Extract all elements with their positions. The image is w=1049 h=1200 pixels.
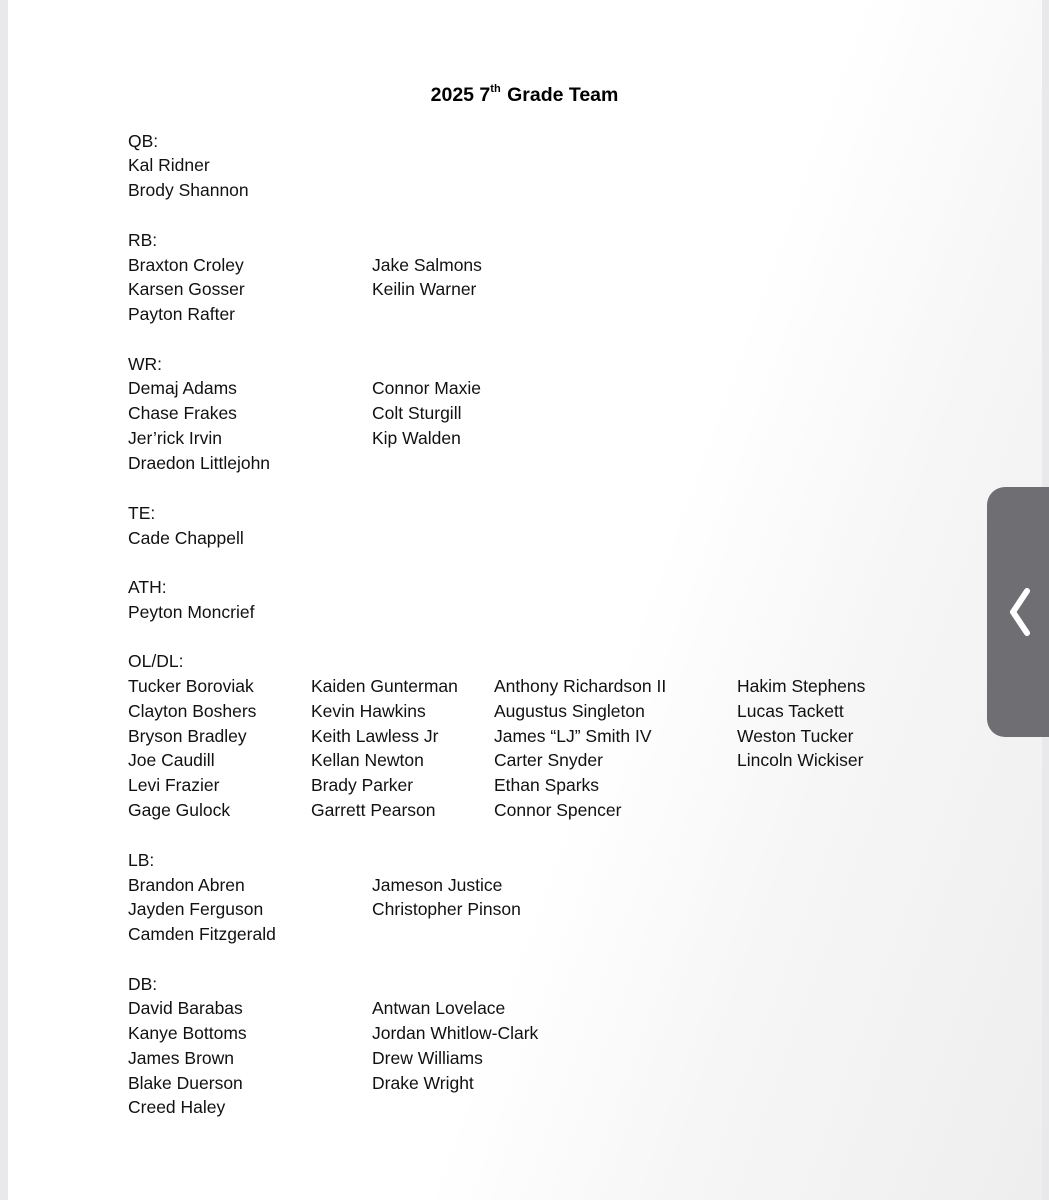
player-name: Hakim Stephens bbox=[737, 676, 866, 696]
player-name: Kip Walden bbox=[372, 428, 461, 448]
section-label-te: TE: bbox=[128, 503, 156, 523]
section-label-db: DB: bbox=[128, 974, 158, 994]
player-name: Camden Fitzgerald bbox=[128, 924, 276, 944]
player-name: Lincoln Wickiser bbox=[737, 750, 864, 770]
player-name: Jordan Whitlow-Clark bbox=[372, 1023, 539, 1043]
player-name: Kal Ridner bbox=[128, 155, 210, 175]
player-name: Jayden Ferguson bbox=[128, 899, 264, 919]
player-name: Kellan Newton bbox=[311, 750, 424, 770]
player-name: Connor Maxie bbox=[372, 378, 481, 398]
player-name: Keith Lawless Jr bbox=[311, 726, 439, 746]
player-name: Ethan Sparks bbox=[494, 775, 600, 795]
player-name: Christopher Pinson bbox=[372, 899, 521, 919]
player-name: Levi Frazier bbox=[128, 775, 220, 795]
player-name: James Brown bbox=[128, 1048, 235, 1068]
player-name: David Barabas bbox=[128, 998, 243, 1018]
player-name: Lucas Tackett bbox=[737, 701, 844, 721]
chevron-left-icon bbox=[1005, 587, 1035, 637]
player-name: Cade Chappell bbox=[128, 528, 244, 548]
player-name: Brody Shannon bbox=[128, 180, 249, 200]
section-label-wr: WR: bbox=[128, 354, 163, 374]
player-name: Colt Sturgill bbox=[372, 403, 462, 423]
player-name: Karsen Gosser bbox=[128, 279, 245, 299]
player-name: Carter Snyder bbox=[494, 750, 603, 770]
section-label-lb: LB: bbox=[128, 850, 155, 870]
player-name: Payton Rafter bbox=[128, 304, 235, 324]
side-panel-tab[interactable] bbox=[987, 487, 1049, 737]
player-name: Brady Parker bbox=[311, 775, 414, 795]
section-label-rb: RB: bbox=[128, 230, 158, 250]
player-name: Drake Wright bbox=[372, 1073, 474, 1093]
player-name: Gage Gulock bbox=[128, 800, 231, 820]
player-name: Creed Haley bbox=[128, 1097, 226, 1117]
player-name: Connor Spencer bbox=[494, 800, 622, 820]
player-name: Peyton Moncrief bbox=[128, 602, 255, 622]
player-name: Anthony Richardson II bbox=[494, 676, 667, 696]
player-name: Demaj Adams bbox=[128, 378, 237, 398]
player-name: Braxton Croley bbox=[128, 255, 244, 275]
player-name: Jer’rick Irvin bbox=[128, 428, 222, 448]
player-name: Drew Williams bbox=[372, 1048, 483, 1068]
player-name: Kevin Hawkins bbox=[311, 701, 426, 721]
player-name: Jameson Justice bbox=[372, 875, 503, 895]
section-label-ol-dl: OL/DL: bbox=[128, 651, 184, 671]
player-name: Augustus Singleton bbox=[494, 701, 645, 721]
player-name: Bryson Bradley bbox=[128, 726, 247, 746]
player-name: Clayton Boshers bbox=[128, 701, 257, 721]
section-label-qb: QB: bbox=[128, 131, 159, 151]
player-name: Brandon Abren bbox=[128, 875, 245, 895]
player-name: Kanye Bottoms bbox=[128, 1023, 247, 1043]
player-name: Tucker Boroviak bbox=[128, 676, 254, 696]
player-name: Draedon Littlejohn bbox=[128, 453, 271, 473]
player-name: Chase Frakes bbox=[128, 403, 237, 423]
player-name: Kaiden Gunterman bbox=[311, 676, 458, 696]
player-name: Keilin Warner bbox=[372, 279, 477, 299]
player-name: Antwan Lovelace bbox=[372, 998, 506, 1018]
player-name: Blake Duerson bbox=[128, 1073, 243, 1093]
player-name: Jake Salmons bbox=[372, 255, 482, 275]
player-name: Joe Caudill bbox=[128, 750, 215, 770]
section-label-ath: ATH: bbox=[128, 577, 167, 597]
player-name: Weston Tucker bbox=[737, 726, 854, 746]
page-title: 2025 7th Grade Team bbox=[430, 82, 619, 106]
player-name: James “LJ” Smith IV bbox=[494, 726, 652, 746]
player-name: Garrett Pearson bbox=[311, 800, 436, 820]
